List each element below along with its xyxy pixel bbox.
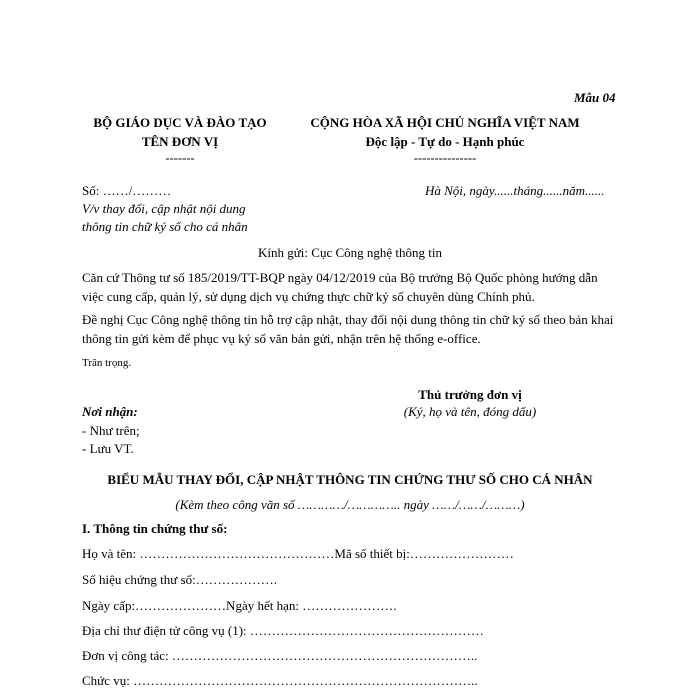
subject-line-2: thông tin chữ ký số cho cá nhân: [82, 219, 248, 234]
form-title: BIỂU MẪU THAY ĐỔI, CẬP NHẬT THÔNG TIN CHỨNG THƯ SỐ CHO CÁ NHÂN: [107, 472, 593, 487]
unit-name: TÊN ĐƠN VỊ: [141, 134, 219, 149]
national-motto: Độc lập - Tự do - Hạnh phúc: [365, 134, 525, 149]
receivers-heading: Nơi nhận:: [82, 404, 138, 419]
document-number: Số: ……/………: [82, 183, 172, 198]
field-issue-expiry: Ngày cấp:…………………Ngày hết hạn: ………………….: [82, 598, 397, 613]
ministry-name: BỘ GIÁO DỤC VÀ ĐÀO TẠO: [93, 115, 267, 130]
form-subtitle: (Kèm theo công văn số …………/………….. ngày ……/……/………): [175, 497, 525, 512]
field-work-unit: Đơn vị công tác: ……………………………………………………………..: [82, 648, 478, 663]
receiver-item: - Như trên;: [82, 423, 140, 438]
recipient: Kính gửi: Cục Công nghệ thông tin: [258, 245, 442, 260]
signature-note: (Ký, họ và tên, đóng dấu): [403, 404, 537, 419]
national-motto-rule: ---------------: [413, 151, 477, 165]
field-position: Chức vụ: ……………………………………………………………………..: [82, 673, 478, 688]
form-code: Mẫu 04: [574, 90, 616, 105]
signature-title: Thủ trưởng đơn vị: [418, 387, 522, 402]
field-email: Địa chỉ thư điện tử công vụ (1): ………………………………………………: [82, 623, 484, 638]
national-title: CỘNG HÒA XÃ HỘI CHỦ NGHĨA VIỆT NAM: [310, 115, 580, 130]
body-paragraph-2: Đề nghị Cục Công nghệ thông tin hỗ trợ cập nhật, thay đổi nội dung thông tin chữ ký số theo bản khai thông tin gửi kèm để phục vụ ký số văn bản gửi, nhận trên hệ thống e-office.: [82, 312, 614, 346]
field-certificate-serial: Số hiệu chứng thư số:……………….: [82, 572, 278, 587]
subject-line-1: V/v thay đổi, cập nhật nội dung: [82, 201, 246, 216]
unit-name-rule: -------: [165, 151, 195, 165]
closing: Trân trọng.: [82, 357, 132, 369]
place-date: Hà Nội, ngày......tháng......năm......: [425, 183, 605, 198]
section-1-heading: I. Thông tin chứng thư số:: [82, 521, 228, 536]
body-paragraph-1: Căn cứ Thông tư số 185/2019/TT-BQP ngày 04/12/2019 của Bộ trưởng Bộ Quốc phòng hướng dẫn việc cung cấp, quản lý, sử dụng dịch vụ chứng thực chữ ký số chuyên dùng Chính phủ.: [82, 270, 598, 304]
receiver-item: - Lưu VT.: [82, 441, 134, 456]
field-full-name: Họ và tên: ………………………………………Mã số thiết bị:……………………: [82, 546, 514, 561]
